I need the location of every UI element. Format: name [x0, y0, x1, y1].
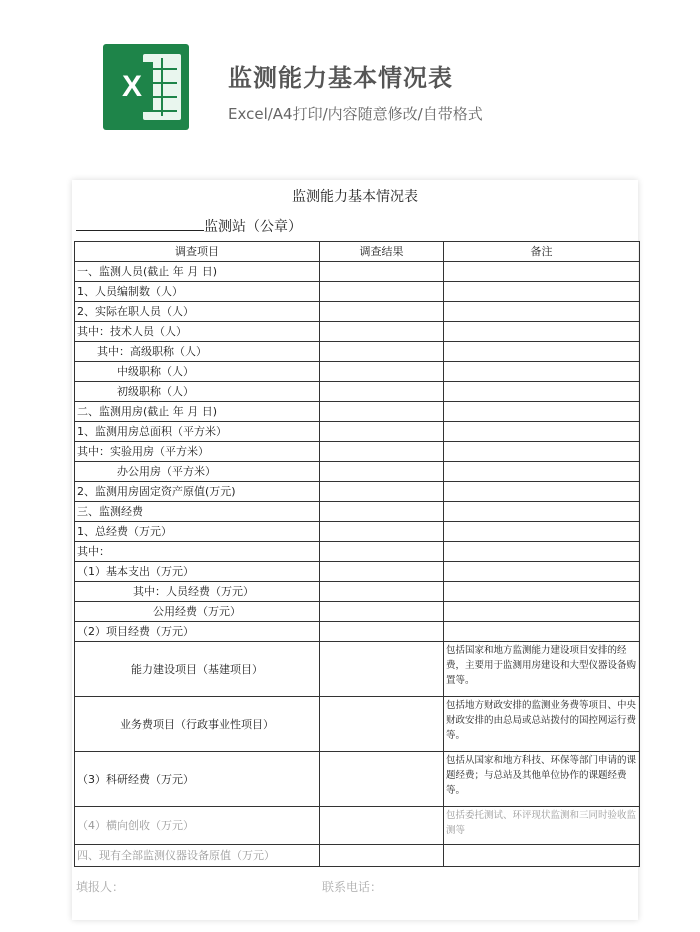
- table-row: [75, 282, 640, 302]
- item-cell: 其中：实验用房（平方米）: [75, 442, 320, 462]
- item-cell: （4）横向创收（万元）: [75, 807, 320, 845]
- note-cell: [444, 262, 640, 282]
- note-cell: 包括委托测试、环评现状监测和三同时验收监测等: [444, 807, 640, 845]
- note-cell: [444, 622, 640, 642]
- result-cell[interactable]: [320, 262, 444, 282]
- item-cell: 中级职称（人）: [75, 362, 320, 382]
- table-row: [75, 642, 640, 697]
- table-row: [75, 322, 640, 342]
- note-cell: [444, 402, 640, 422]
- note-cell: [444, 302, 640, 322]
- result-cell[interactable]: [320, 522, 444, 542]
- item-cell: 初级职称（人）: [75, 382, 320, 402]
- table-row: [75, 262, 640, 282]
- result-cell[interactable]: [320, 442, 444, 462]
- station-suffix: 监测站（公章）: [204, 219, 302, 235]
- result-cell[interactable]: [320, 752, 444, 807]
- table-row: [75, 845, 640, 867]
- item-cell: （1）基本支出（万元）: [75, 562, 320, 582]
- note-cell: [444, 482, 640, 502]
- note-cell: [444, 462, 640, 482]
- table-row: [75, 302, 640, 322]
- station-name-blank[interactable]: [76, 218, 204, 231]
- note-cell: [444, 522, 640, 542]
- result-cell[interactable]: [320, 302, 444, 322]
- table-row: [75, 752, 640, 807]
- note-cell: [444, 582, 640, 602]
- note-cell: [444, 282, 640, 302]
- result-cell[interactable]: [320, 697, 444, 752]
- table-row: [75, 482, 640, 502]
- item-cell: 公用经费（万元）: [75, 602, 320, 622]
- result-cell[interactable]: [320, 602, 444, 622]
- excel-icon: [103, 44, 189, 130]
- note-cell: [444, 845, 640, 867]
- column-header-note: 备注: [444, 242, 640, 262]
- result-cell[interactable]: [320, 462, 444, 482]
- excel-grid-line: [161, 58, 163, 116]
- result-cell[interactable]: [320, 402, 444, 422]
- result-cell[interactable]: [320, 582, 444, 602]
- item-cell: 其中：高级职称（人）: [75, 342, 320, 362]
- note-cell: 包括国家和地方监测能力建设项目安排的经费，主要用于监测用房建设和大型仪器设备购置等。: [444, 642, 640, 697]
- table-row: [75, 602, 640, 622]
- item-cell: 其中：人员经费（万元）: [75, 582, 320, 602]
- table-row: [75, 422, 640, 442]
- document-page: [72, 180, 638, 920]
- table-row: [75, 807, 640, 845]
- item-cell: 一、监测人员(截止 年 月 日): [75, 262, 320, 282]
- item-cell: 办公用房（平方米）: [75, 462, 320, 482]
- table-row: [75, 362, 640, 382]
- item-cell: 2、监测用房固定资产原值(万元): [75, 482, 320, 502]
- excel-logo-letter: X: [111, 62, 153, 112]
- result-cell[interactable]: [320, 422, 444, 442]
- note-cell: [444, 362, 640, 382]
- result-cell[interactable]: [320, 562, 444, 582]
- result-cell[interactable]: [320, 807, 444, 845]
- item-cell: 2、实际在职人员（人）: [75, 302, 320, 322]
- note-cell: [444, 422, 640, 442]
- item-cell: 1、人员编制数（人）: [75, 282, 320, 302]
- result-cell[interactable]: [320, 622, 444, 642]
- note-cell: [444, 542, 640, 562]
- table-row: [75, 402, 640, 422]
- note-cell: 包括地方财政安排的监测业务费等项目、中央财政安排的由总局或总站拨付的国控网运行费等。: [444, 697, 640, 752]
- note-cell: [444, 342, 640, 362]
- reporter-label: 填报人：: [76, 880, 125, 894]
- item-cell: 二、监测用房(截止 年 月 日): [75, 402, 320, 422]
- result-cell[interactable]: [320, 282, 444, 302]
- result-cell[interactable]: [320, 322, 444, 342]
- item-cell: 能力建设项目（基建项目）: [75, 642, 320, 697]
- table-row: [75, 342, 640, 362]
- note-cell: [444, 382, 640, 402]
- page-title: 监测能力基本情况表: [228, 64, 453, 92]
- preview-header: [0, 0, 700, 175]
- survey-table: [74, 241, 640, 867]
- result-cell[interactable]: [320, 342, 444, 362]
- note-cell: [444, 322, 640, 342]
- table-row: [75, 542, 640, 562]
- result-cell[interactable]: [320, 382, 444, 402]
- item-cell: 其中：: [75, 542, 320, 562]
- result-cell[interactable]: [320, 482, 444, 502]
- note-cell: [444, 602, 640, 622]
- note-cell: [444, 442, 640, 462]
- table-row: [75, 382, 640, 402]
- item-cell: 1、监测用房总面积（平方米）: [75, 422, 320, 442]
- note-cell: [444, 502, 640, 522]
- page-subtitle: Excel/A4打印/内容随意修改/自带格式: [228, 105, 483, 123]
- result-cell[interactable]: [320, 362, 444, 382]
- item-cell: 三、监测经费: [75, 502, 320, 522]
- column-header-item: 调查项目: [75, 242, 320, 262]
- note-cell: 包括从国家和地方科技、环保等部门申请的课题经费；与总站及其他单位协作的课题经费等。: [444, 752, 640, 807]
- table-row: [75, 522, 640, 542]
- result-cell[interactable]: [320, 502, 444, 522]
- table-row: [75, 562, 640, 582]
- result-cell[interactable]: [320, 542, 444, 562]
- table-header-row: [75, 242, 640, 262]
- item-cell: （3）科研经费（万元）: [75, 752, 320, 807]
- document-title: 监测能力基本情况表: [292, 189, 418, 205]
- result-cell[interactable]: [320, 845, 444, 867]
- note-cell: [444, 562, 640, 582]
- table-row: [75, 502, 640, 522]
- table-row: [75, 582, 640, 602]
- phone-label: 联系电话：: [322, 880, 383, 894]
- item-cell: 四、现有全部监测仪器设备原值（万元）: [75, 845, 320, 867]
- item-cell: 业务费项目（行政事业性项目）: [75, 697, 320, 752]
- result-cell[interactable]: [320, 642, 444, 697]
- table-row: [75, 442, 640, 462]
- item-cell: 1、总经费（万元）: [75, 522, 320, 542]
- table-row: [75, 697, 640, 752]
- column-header-result: 调查结果: [320, 242, 444, 262]
- item-cell: 其中：技术人员（人）: [75, 322, 320, 342]
- item-cell: （2）项目经费（万元）: [75, 622, 320, 642]
- table-row: [75, 622, 640, 642]
- station-line: [76, 216, 302, 236]
- table-row: [75, 462, 640, 482]
